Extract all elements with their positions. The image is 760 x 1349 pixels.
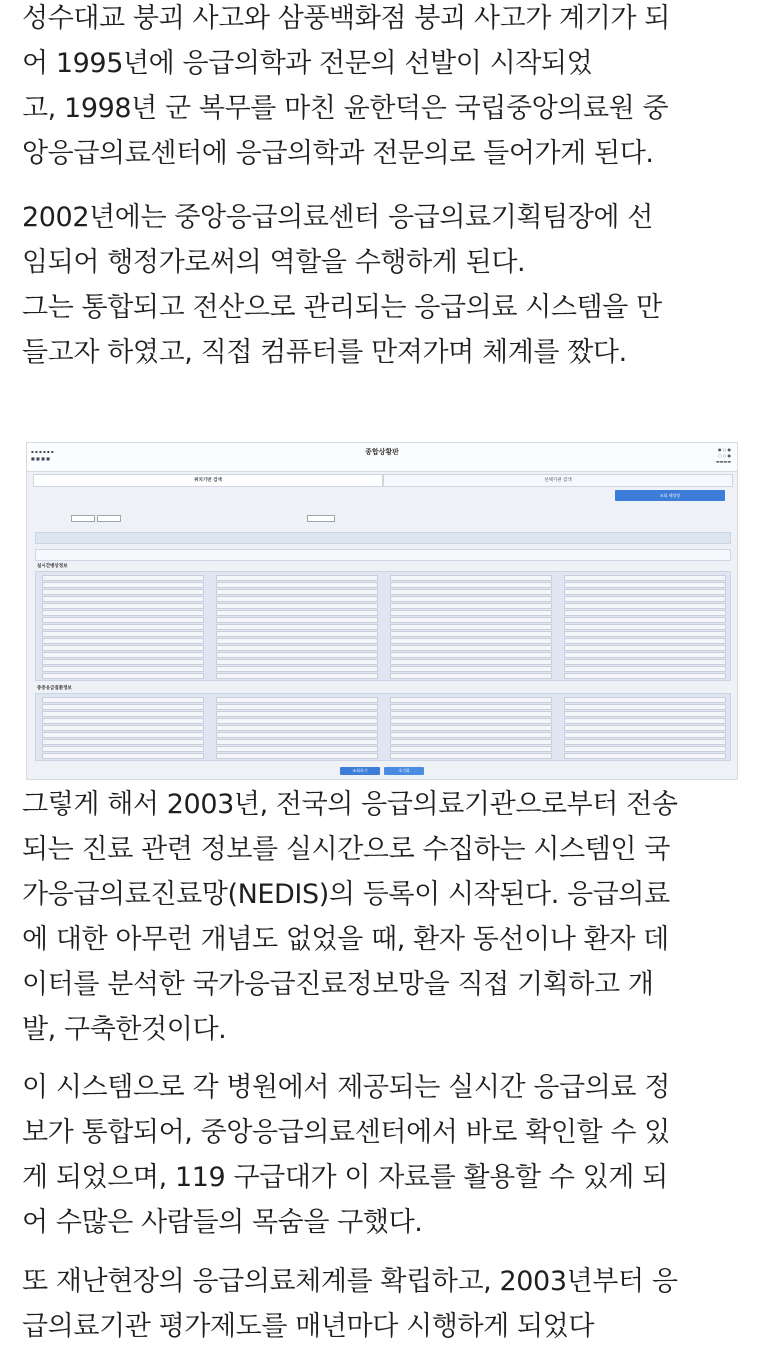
region-select[interactable] [71, 515, 95, 522]
checkbox-cell [216, 725, 378, 731]
checkbox-cell [564, 666, 726, 672]
checkbox-cell [42, 610, 204, 616]
checkbox-cell [564, 732, 726, 738]
checkbox-cell [564, 624, 726, 630]
checkbox-cell [42, 753, 204, 759]
checkbox-cell [42, 596, 204, 602]
checkbox-cell [216, 718, 378, 724]
query-button[interactable]: 조회하기 [340, 767, 380, 775]
checkbox-cell [42, 659, 204, 665]
checkbox-cell [390, 659, 552, 665]
text-line: 앙응급의료센터에 응급의학과 전문의로 들어가게 된다. [22, 138, 654, 169]
checkbox-cell [216, 645, 378, 651]
text-line: 에 대한 아무런 개념도 없었을 때, 환자 동선이나 환자 데 [22, 924, 669, 955]
text-line: 성수대교 붕괴 사고와 삼풍백화점 붕괴 사고가 계기가 되 [22, 3, 670, 34]
checkbox-cell [216, 631, 378, 637]
checkbox-cell [564, 746, 726, 752]
checkbox-cell [216, 697, 378, 703]
paragraph-4 [22, 1065, 742, 1245]
checkbox-cell [564, 659, 726, 665]
checkbox-cell [42, 603, 204, 609]
text-line: 이 시스템으로 각 병원에서 제공되는 실시간 응급의료 정 [22, 1072, 670, 1103]
checkbox-cell [42, 725, 204, 731]
severe-disease-grid [35, 693, 731, 761]
checkbox-cell [564, 638, 726, 644]
checkbox-cell [390, 575, 552, 581]
checkbox-cell [42, 718, 204, 724]
checkbox-cell [390, 666, 552, 672]
checkbox-cell [564, 631, 726, 637]
checkbox-cell [216, 659, 378, 665]
checkbox-cell [564, 725, 726, 731]
text-line: 게 되었으며, 119 구급대가 이 자료를 활용할 수 있게 되 [22, 1162, 668, 1193]
checkbox-cell [42, 697, 204, 703]
checkbox-cell [42, 652, 204, 658]
checkbox-cell [216, 624, 378, 630]
checkbox-cell [564, 673, 726, 679]
checkbox-cell [564, 697, 726, 703]
checkbox-cell [216, 732, 378, 738]
embedded-system-screenshot [26, 442, 738, 780]
checkbox-cell [564, 711, 726, 717]
checkbox-cell [564, 753, 726, 759]
realtime-bed-heading: 실시간병상정보 [37, 564, 68, 569]
checkbox-cell [564, 603, 726, 609]
checkbox-cell [564, 617, 726, 623]
reset-button[interactable]: 초기화 [384, 767, 424, 775]
checkbox-cell [564, 596, 726, 602]
checkbox-cell [216, 610, 378, 616]
checkbox-cell [564, 704, 726, 710]
tab-location-search[interactable]: 위치기반 검색 [33, 474, 383, 487]
checkbox-cell [42, 666, 204, 672]
checkbox-cell [216, 575, 378, 581]
checkbox-cell [42, 704, 204, 710]
tab-selected-search[interactable]: 선택기관 검색 [383, 474, 733, 487]
checkbox-cell [390, 596, 552, 602]
text-line: 발, 구축한것이다. [22, 1014, 227, 1045]
checkbox-cell [42, 575, 204, 581]
checkbox-cell [390, 631, 552, 637]
text-line: 2002년에는 중앙응급의료센터 응급의료기획팀장에 선 [22, 202, 653, 233]
checkbox-cell [216, 617, 378, 623]
checkbox-cell [564, 645, 726, 651]
text-line: 가응급의료진료망(NEDIS)의 등록이 시작된다. 응급의료 [22, 879, 670, 910]
paragraph-5 [22, 1259, 742, 1349]
checkbox-cell [42, 589, 204, 595]
filter-row [35, 549, 731, 561]
checkbox-cell [390, 645, 552, 651]
system-tabs [33, 474, 731, 485]
checkbox-cell [564, 718, 726, 724]
checkbox-cell [390, 652, 552, 658]
paragraph-3 [22, 782, 742, 1052]
checkbox-cell [564, 575, 726, 581]
text-line: 고, 1998년 군 복무를 마친 윤한덕은 국립중앙의료원 중 [22, 93, 669, 124]
text-line: 또 재난현장의 응급의료체계를 확립하고, 2003년부터 응 [22, 1266, 678, 1297]
checkbox-cell [42, 746, 204, 752]
checkbox-cell [216, 589, 378, 595]
checkbox-cell [216, 753, 378, 759]
text-line: 급의료기관 평가제도를 매년마다 시행하게 되었다 [22, 1311, 595, 1342]
checkbox-cell [42, 711, 204, 717]
checkbox-cell [390, 610, 552, 616]
district-select[interactable] [97, 515, 121, 522]
checkbox-cell [564, 582, 726, 588]
checkbox-cell [42, 638, 204, 644]
checkbox-cell [216, 638, 378, 644]
checkbox-cell [564, 652, 726, 658]
checkbox-cell [390, 711, 552, 717]
system-title: 종합상황판 [365, 448, 399, 456]
checkbox-cell [390, 673, 552, 679]
system-options: ● ○ ● ○ ○ ● ▬▬▬▬ [715, 447, 731, 464]
text-line: 임되어 행정가로써의 역할을 수행하게 된다. [22, 247, 526, 278]
checkbox-cell [42, 732, 204, 738]
hospital-type-row [35, 532, 731, 544]
text-line: 들고자 하였고, 직접 컴퓨터를 만져가며 체계를 짰다. [22, 337, 627, 368]
checkbox-cell [390, 732, 552, 738]
region-select-row [35, 513, 729, 523]
checkbox-cell [216, 704, 378, 710]
checkbox-cell [390, 589, 552, 595]
checkbox-cell [42, 673, 204, 679]
system-legend: ■ ■ ■ ■ [31, 456, 50, 461]
checkbox-cell [390, 753, 552, 759]
checkbox-cell [42, 624, 204, 630]
text-line: 되는 진료 관련 정보를 실시간으로 수집하는 시스템인 국 [22, 834, 670, 865]
checkbox-cell [390, 718, 552, 724]
checkbox-cell [216, 666, 378, 672]
checkbox-cell [390, 582, 552, 588]
severe-disease-heading: 중증응급질환정보 [37, 686, 72, 691]
checkbox-cell [564, 739, 726, 745]
checkbox-cell [216, 739, 378, 745]
checkbox-cell [216, 596, 378, 602]
checkbox-cell [390, 725, 552, 731]
text-line: 보가 통합되어, 중앙응급의료센터에서 바로 확인할 수 있 [22, 1117, 670, 1148]
text-line: 그렇게 해서 2003년, 전국의 응급의료기관으로부터 전송 [22, 789, 678, 820]
checkbox-cell [390, 704, 552, 710]
checkbox-cell [42, 645, 204, 651]
checkbox-cell [216, 652, 378, 658]
checkbox-cell [42, 582, 204, 588]
checkbox-cell [390, 603, 552, 609]
system-breadcrumb: ▪ ▪ ▪ ▪ ▪ ▪ [31, 449, 54, 454]
system-search-button[interactable]: 조회 해당방 [615, 490, 725, 501]
checkbox-cell [42, 617, 204, 623]
realtime-bed-grid [35, 571, 731, 681]
checkbox-cell [390, 624, 552, 630]
checkbox-cell [564, 610, 726, 616]
checkbox-cell [564, 589, 726, 595]
checkbox-cell [42, 739, 204, 745]
text-line: 어 1995년에 응급의학과 전문의 선발이 시작되었 [22, 48, 593, 79]
text-line: 어 수많은 사람들의 목숨을 구했다. [22, 1207, 423, 1238]
text-line: 이터를 분석한 국가응급진료정보망을 직접 기획하고 개 [22, 969, 654, 1000]
checkbox-cell [216, 582, 378, 588]
checkbox-cell [42, 631, 204, 637]
paragraph-1 [22, 0, 742, 176]
text-line: 그는 통합되고 전산으로 관리되는 응급의료 시스템을 만 [22, 292, 662, 323]
distance-select[interactable] [307, 515, 335, 522]
checkbox-cell [390, 617, 552, 623]
checkbox-cell [216, 746, 378, 752]
checkbox-cell [216, 603, 378, 609]
checkbox-cell [216, 673, 378, 679]
checkbox-cell [390, 746, 552, 752]
system-header [27, 443, 737, 472]
checkbox-cell [390, 739, 552, 745]
checkbox-cell [390, 638, 552, 644]
checkbox-cell [390, 697, 552, 703]
checkbox-cell [216, 711, 378, 717]
paragraph-2 [22, 195, 742, 375]
